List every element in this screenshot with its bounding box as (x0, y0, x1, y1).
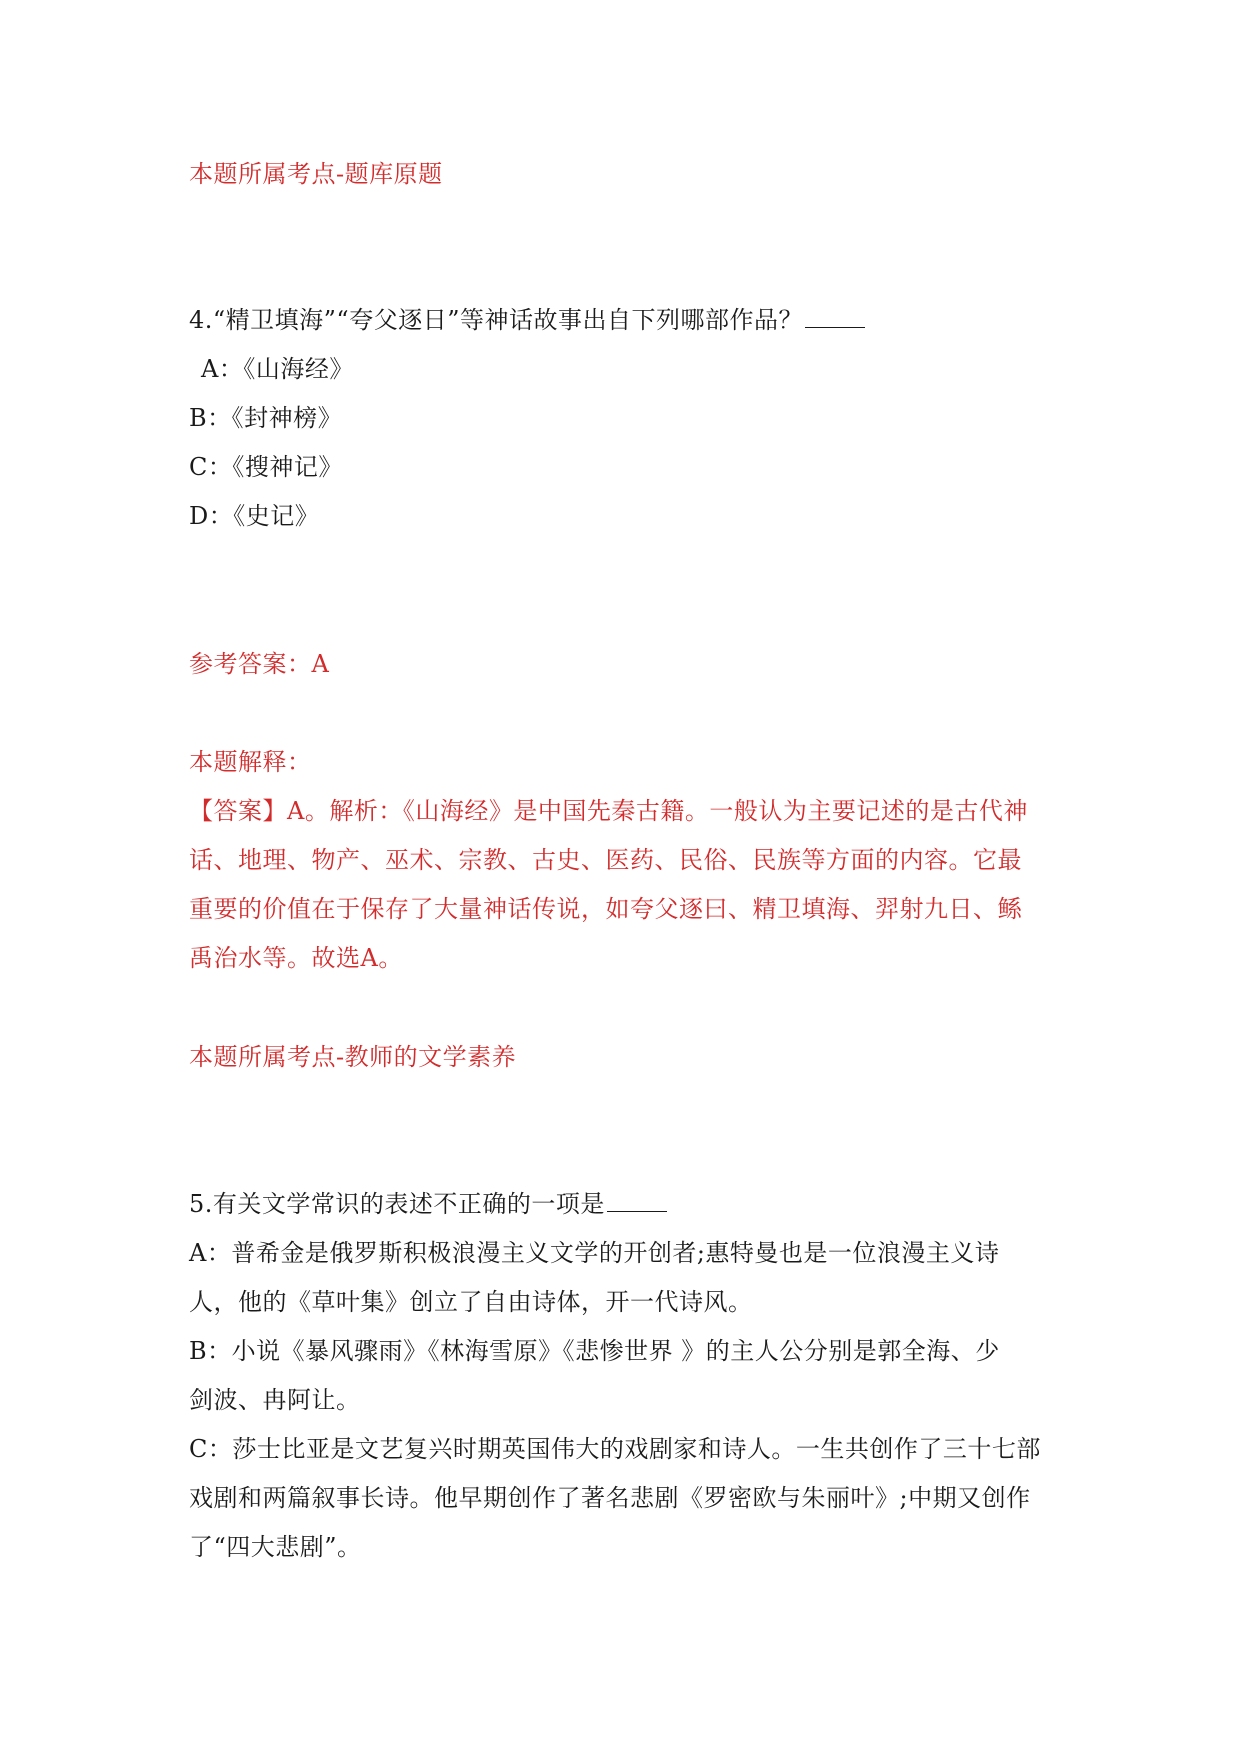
q3-kaodian: 本题所属考点-题库原题 (189, 160, 443, 188)
q5-option-line: 人，他的《草叶集》创立了自由诗体，开一代诗风。 (189, 1288, 753, 1316)
q5-answer-blank (607, 1189, 667, 1212)
q5-question (189, 1187, 1069, 1221)
q4-explain-line: 【答案】A。解析：《山海经》是中国先秦古籍。一般认为主要记述的是古代神 (189, 797, 1028, 825)
q4-explain-line: 话、地理、物产、巫术、宗教、古史、医药、民俗、民族等方面的内容。它最 (189, 846, 1022, 874)
q4-explain-line: 禹治水等。故选A。 (189, 944, 403, 972)
q5-option-line: C：莎士比亚是文艺复兴时期英国伟大的戏剧家和诗人。一生共创作了三十七部 (189, 1435, 1041, 1463)
q4-reference-answer: 参考答案：A (189, 650, 330, 678)
q5-question-text: 5.有关文学常识的表述不正确的一项是 (189, 1190, 605, 1218)
q5-option-line: 戏剧和两篇叙事长诗。他早期创作了著名悲剧《罗密欧与朱丽叶》;中期又创作 (189, 1484, 1031, 1512)
q4-explain-title: 本题解释： (189, 748, 312, 776)
q4-option-b: B：《封神榜》 (189, 404, 343, 432)
q4-answer-blank (805, 305, 865, 328)
q4-question (189, 303, 1069, 337)
q4-kaodian: 本题所属考点-教师的文学素养 (189, 1043, 517, 1071)
q4-question-text: 4.“精卫填海”“夸父逐日”等神话故事出自下列哪部作品？ (189, 306, 803, 334)
q4-explain-line: 重要的价值在于保存了大量神话传说，如夸父逐曰、精卫填海、羿射九日、鲧 (189, 895, 1022, 923)
q4-option-c: C：《搜神记》 (189, 453, 343, 481)
q4-option-d: D：《史记》 (189, 502, 320, 530)
q4-option-a: A：《山海经》 (201, 355, 354, 383)
q5-option-line: 剑波、冉阿让。 (189, 1386, 361, 1414)
q5-option-line: A：普希金是俄罗斯积极浪漫主义文学的开创者;惠特曼也是一位浪漫主义诗 (189, 1239, 1000, 1267)
q5-option-line: 了“四大悲剧”。 (189, 1533, 362, 1561)
q5-option-line: B：小说《暴风骤雨》《林海雪原》《悲惨世界 》的主人公分别是郭全海、少 (189, 1337, 1000, 1365)
